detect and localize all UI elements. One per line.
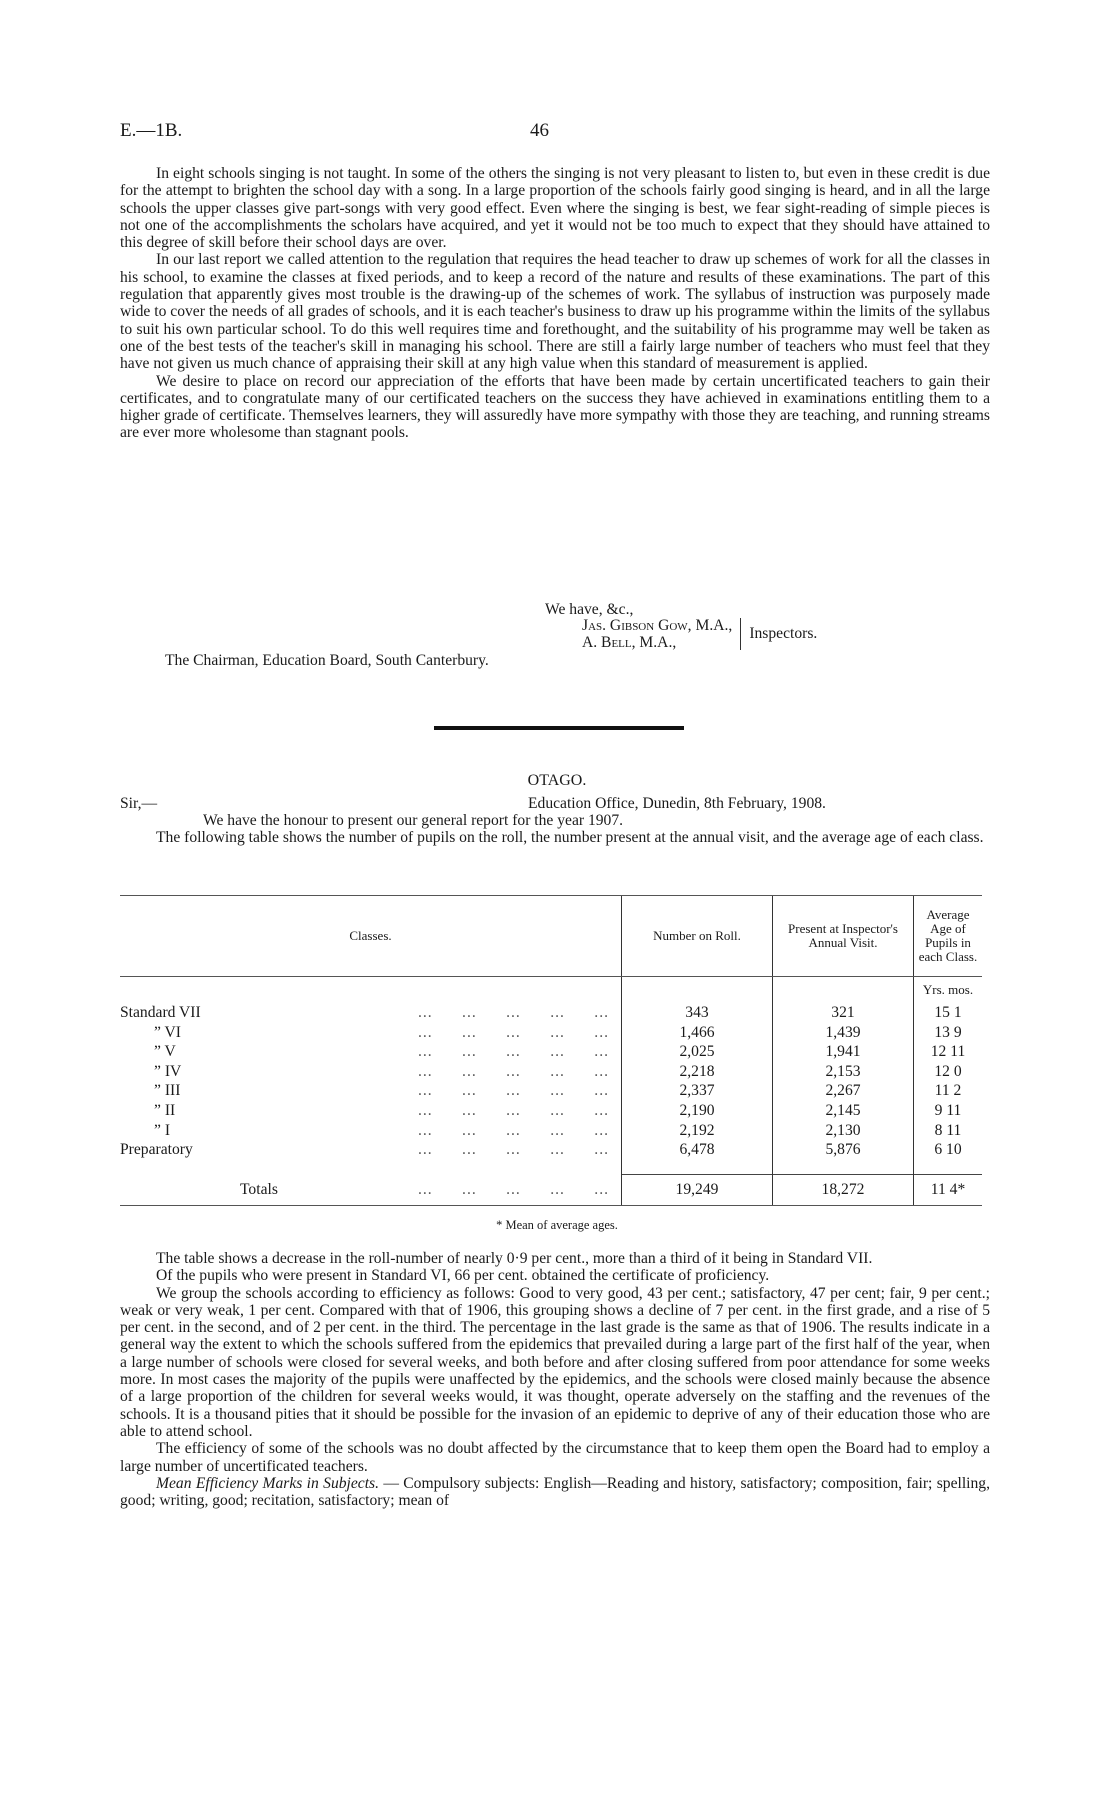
signatory-role: Inspectors. bbox=[749, 624, 818, 642]
leader-dots: ... ... ... ... ... bbox=[417, 1062, 609, 1080]
signatory: Jas. Gibson Gow, M.A., bbox=[582, 617, 733, 634]
total-average-age: 11 4* bbox=[914, 1174, 983, 1205]
leader-dots: ... ... ... ... ... bbox=[417, 1180, 609, 1198]
table-row bbox=[120, 1101, 982, 1121]
table-row bbox=[120, 1023, 982, 1043]
totals-row bbox=[120, 1174, 982, 1205]
age-value: 12 0 bbox=[914, 1062, 983, 1082]
paragraph: We desire to place on record our appreciation of the efforts that have been made by certain uncertificated teachers to gain their certificates, and to congratulate many of our certificated teachers on the success they have achieved in examinations entitling them to a higher grade of certificate. Themselves learners, they will assuredly have more sympathy with those they are teaching, and running streams are ever more wholesome than stagnant pools. bbox=[120, 372, 990, 442]
roll-value: 2,218 bbox=[622, 1062, 773, 1082]
table-row bbox=[120, 1042, 982, 1062]
age-units: Yrs. mos. bbox=[914, 977, 983, 1004]
present-value: 1,439 bbox=[773, 1023, 914, 1043]
intro: We have the honour to present our general report for the year 1907. bbox=[203, 812, 624, 829]
total-present: 18,272 bbox=[773, 1174, 914, 1205]
leader-dots: ... ... ... ... ... bbox=[417, 1004, 609, 1021]
leader-dots: ... ... ... ... ... bbox=[417, 1082, 609, 1100]
column-header-present: Present at Inspector's Annual Visit. bbox=[773, 896, 914, 977]
section-title: OTAGO. bbox=[527, 772, 587, 789]
age-value: 11 2 bbox=[914, 1081, 983, 1101]
class-label: ” IV bbox=[154, 1062, 181, 1080]
total-roll: 19,249 bbox=[622, 1174, 773, 1205]
present-value: 2,153 bbox=[773, 1062, 914, 1082]
brace bbox=[740, 618, 741, 650]
present-value: 2,130 bbox=[773, 1121, 914, 1141]
table-row bbox=[120, 1062, 982, 1082]
class-label: ” VI bbox=[154, 1023, 181, 1041]
table-row bbox=[120, 1140, 982, 1160]
column-header-average-age: Average Age of Pupils in each Class. bbox=[914, 896, 983, 977]
closing: We have, &c., bbox=[545, 601, 634, 618]
roll-value: 343 bbox=[622, 1003, 773, 1023]
paragraph: In our last report we called attention to the regulation that requires the head teacher to draw up schemes of work for all the classes in his school, to examine the classes at fixed periods, and to keep a record of the nature and results of these examinations. The part of this regulation that apparently gives most trouble is the drawing-up of the schemes of work. The syllabus of instruction was purposely made wide to cover the needs of all grades of schools, and it is each teacher's business to draw up his programme within the limits of the syllabus to suit his own particular school. To do this well requires time and forethought, and the suitability of his programme may well be taken as one of the best tests of the teacher's skill in managing his school. There are still a fairly large number of teachers who must feel that they have not given us much chance of appraising their skill at any high value when this standard of measurement is applied. bbox=[120, 251, 990, 373]
section-south-canterbury-body bbox=[120, 165, 990, 442]
class-label: Preparatory bbox=[120, 1141, 193, 1159]
age-value: 9 11 bbox=[914, 1101, 983, 1121]
roll-value: 2,025 bbox=[622, 1042, 773, 1062]
age-value: 12 11 bbox=[914, 1042, 983, 1062]
paragraph: The following table shows the number of pupils on the roll, the number present at the annual visit, and the average age of each class. bbox=[156, 829, 984, 846]
class-label: ” V bbox=[154, 1043, 176, 1061]
class-label: ” III bbox=[154, 1082, 181, 1100]
present-value: 5,876 bbox=[773, 1140, 914, 1160]
paragraph bbox=[120, 1475, 990, 1510]
table-intro bbox=[120, 829, 990, 846]
age-value: 8 11 bbox=[914, 1121, 983, 1141]
paragraph: Of the pupils who were present in Standard VI, 66 per cent. obtained the certificate of proficiency. bbox=[156, 1267, 770, 1285]
salutation: Sir,— bbox=[120, 795, 158, 812]
totals-label: Totals bbox=[240, 1180, 278, 1198]
table-row bbox=[120, 1121, 982, 1141]
addressee: The Chairman, Education Board, South Canterbury. bbox=[165, 652, 489, 669]
paragraph: In eight schools singing is not taught. In some of the others the singing is not very pleasant to listen to, but even in these credit is due for the attempt to brighten the school day with a song. In a large proportion of the schools fairly good singing is heard, and in all the large schools the upper classes give part-songs with very good effect. Even where the singing is best, we fear sight-reading of simple pieces is not one of the accomplishments the scholars have acquired, and yet it would not be too much to expect that they should have attained to this degree of skill before their school days are over. bbox=[120, 165, 990, 252]
roll-value: 1,466 bbox=[622, 1023, 773, 1043]
present-value: 2,267 bbox=[773, 1081, 914, 1101]
document-reference: E.—1B. bbox=[120, 120, 183, 141]
roll-value: 2,192 bbox=[622, 1121, 773, 1141]
page-number: 46 bbox=[530, 120, 549, 141]
present-value: 2,145 bbox=[773, 1101, 914, 1121]
table-footnote: * Mean of average ages. bbox=[496, 1218, 618, 1232]
class-label: ” I bbox=[154, 1121, 171, 1139]
table-row bbox=[120, 1081, 982, 1101]
italic-heading: Mean Efficiency Marks in Subjects. bbox=[156, 1474, 380, 1492]
column-header-roll: Number on Roll. bbox=[622, 896, 773, 977]
age-value: 15 1 bbox=[914, 1003, 983, 1023]
section-divider bbox=[434, 726, 684, 730]
paragraph-text: — Compulsory subjects: English—Reading and history, satisfactory; composition, fair; spelling, good; writing, good; recitation, satisfactory; mean of bbox=[120, 1474, 990, 1510]
class-label: Standard VII bbox=[120, 1004, 201, 1021]
roll-value: 2,190 bbox=[622, 1101, 773, 1121]
section-otago-body bbox=[120, 1250, 990, 1509]
signature-block bbox=[582, 617, 817, 652]
signatory: A. Bell, M.A., bbox=[582, 634, 677, 652]
table-row bbox=[120, 1003, 982, 1023]
leader-dots: ... ... ... ... ... bbox=[417, 1043, 609, 1061]
leader-dots: ... ... ... ... ... bbox=[417, 1121, 609, 1139]
paragraph: The table shows a decrease in the roll-number of nearly 0·9 per cent., more than a third of it being in Standard VII. bbox=[156, 1250, 873, 1267]
leader-dots: ... ... ... ... ... bbox=[417, 1141, 609, 1159]
leader-dots: ... ... ... ... ... bbox=[417, 1101, 609, 1119]
pupils-table bbox=[120, 895, 982, 1206]
column-header-classes: Classes. bbox=[120, 896, 622, 977]
roll-value: 6,478 bbox=[622, 1140, 773, 1160]
roll-value: 2,337 bbox=[622, 1081, 773, 1101]
age-value: 13 9 bbox=[914, 1023, 983, 1043]
leader-dots: ... ... ... ... ... bbox=[417, 1023, 609, 1041]
paragraph: We group the schools according to efficiency as follows: Good to very good, 43 per cent.; satisfactory, 47 per cent; fair, 9 per cent.; weak or very weak, 1 per cent. Compared with that of 1906, this grouping shows a decline of 7 per cent. in the first grade, and a rise of 5 per cent. in the second, and of 2 per cent. in the third. The percentage in the last grade is the same as that of 1906. The results indicate in a general way the extent to which the schools suffered from the epidemics that prevailed during a large part of the first half of the year, when a large number of schools were closed for several weeks, and both before and after closing suffered from poor attendance for some weeks more. In most cases the majority of the pupils were unaffected by the epidemics, and the schools were closed mainly because the absence of a large proportion of the children for several weeks would, it was thought, operate adversely on the staffing and the revenues of the schools. It is a thousand pities that it should be possible for the invasion of an epidemic to deprive of any of their education those who are able to attend school. bbox=[120, 1284, 990, 1440]
paragraph: The efficiency of some of the schools was no doubt affected by the circumstance that to keep them open the Board had to employ a large number of uncertificated teachers. bbox=[120, 1440, 990, 1475]
present-value: 1,941 bbox=[773, 1042, 914, 1062]
class-label: ” II bbox=[154, 1101, 176, 1119]
age-value: 6 10 bbox=[914, 1140, 983, 1160]
dateline: Education Office, Dunedin, 8th February, 1908. bbox=[528, 795, 826, 812]
present-value: 321 bbox=[773, 1003, 914, 1023]
